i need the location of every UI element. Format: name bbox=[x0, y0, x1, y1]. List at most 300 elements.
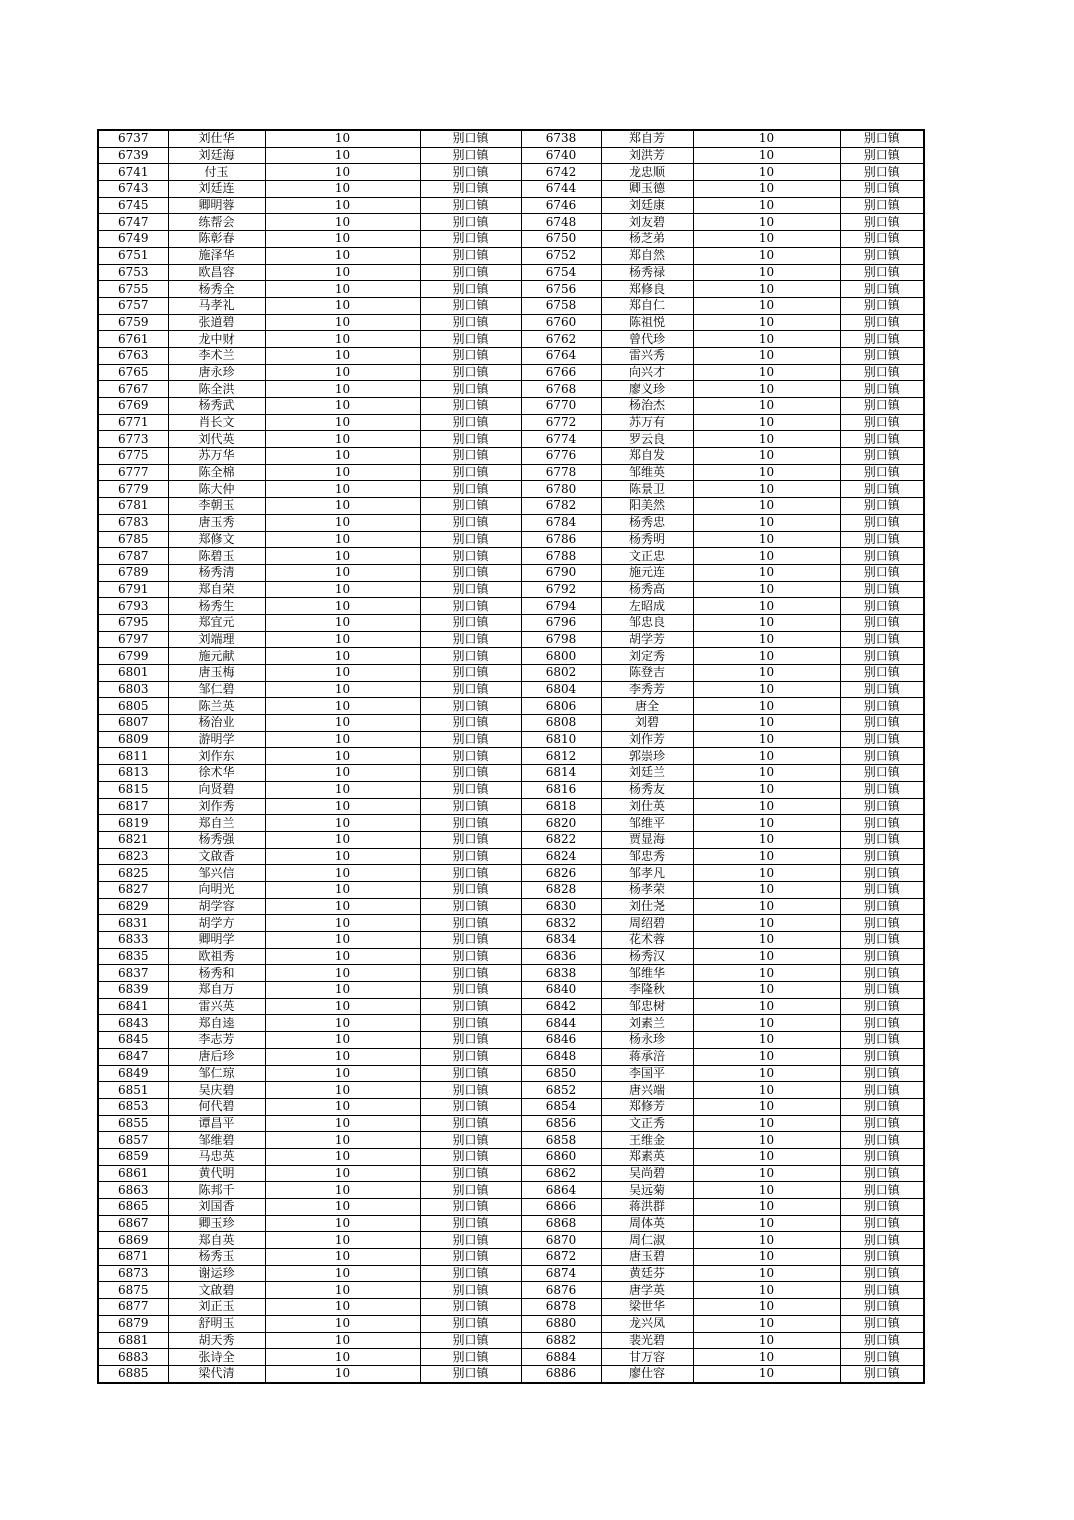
table-row bbox=[98, 197, 924, 214]
table-row bbox=[98, 1165, 924, 1182]
right-town: 别口镇 bbox=[840, 1299, 924, 1316]
left-person-name: 郑自兰 bbox=[168, 815, 265, 832]
right-record-number: 6772 bbox=[521, 414, 601, 431]
right-amount: 10 bbox=[693, 1182, 840, 1199]
table-row bbox=[98, 564, 924, 581]
left-amount: 10 bbox=[265, 164, 420, 181]
right-person-name: 胡学芳 bbox=[601, 631, 693, 648]
left-record-number: 6765 bbox=[98, 364, 168, 381]
right-record-number: 6846 bbox=[521, 1032, 601, 1049]
left-record-number: 6815 bbox=[98, 781, 168, 798]
left-person-name: 肖长文 bbox=[168, 414, 265, 431]
right-amount: 10 bbox=[693, 1015, 840, 1032]
left-amount: 10 bbox=[265, 1365, 420, 1382]
right-town: 别口镇 bbox=[840, 1032, 924, 1049]
left-amount: 10 bbox=[265, 648, 420, 665]
table-row bbox=[98, 264, 924, 281]
left-person-name: 游明学 bbox=[168, 731, 265, 748]
right-record-number: 6798 bbox=[521, 631, 601, 648]
left-town: 别口镇 bbox=[420, 681, 521, 698]
right-record-number: 6834 bbox=[521, 932, 601, 949]
right-record-number: 6848 bbox=[521, 1048, 601, 1065]
left-record-number: 6855 bbox=[98, 1115, 168, 1132]
right-record-number: 6828 bbox=[521, 881, 601, 898]
left-amount: 10 bbox=[265, 1315, 420, 1332]
right-town: 别口镇 bbox=[840, 181, 924, 198]
left-amount: 10 bbox=[265, 481, 420, 498]
table-row bbox=[98, 1365, 924, 1382]
right-record-number: 6796 bbox=[521, 614, 601, 631]
left-town: 别口镇 bbox=[420, 231, 521, 248]
left-town: 别口镇 bbox=[420, 297, 521, 314]
left-amount: 10 bbox=[265, 1282, 420, 1299]
right-person-name: 邹忠树 bbox=[601, 998, 693, 1015]
left-town: 别口镇 bbox=[420, 1165, 521, 1182]
right-record-number: 6818 bbox=[521, 798, 601, 815]
left-town: 别口镇 bbox=[420, 831, 521, 848]
right-person-name: 唐玉碧 bbox=[601, 1249, 693, 1266]
right-amount: 10 bbox=[693, 1249, 840, 1266]
right-town: 别口镇 bbox=[840, 398, 924, 415]
table-row bbox=[98, 147, 924, 164]
left-person-name: 杨秀强 bbox=[168, 831, 265, 848]
right-town: 别口镇 bbox=[840, 1048, 924, 1065]
right-amount: 10 bbox=[693, 631, 840, 648]
left-record-number: 6801 bbox=[98, 665, 168, 682]
right-amount: 10 bbox=[693, 247, 840, 264]
left-record-number: 6777 bbox=[98, 464, 168, 481]
left-person-name: 卿明蓉 bbox=[168, 197, 265, 214]
left-amount: 10 bbox=[265, 314, 420, 331]
left-town: 别口镇 bbox=[420, 898, 521, 915]
left-town: 别口镇 bbox=[420, 781, 521, 798]
left-person-name: 欧昌容 bbox=[168, 264, 265, 281]
left-person-name: 陈彰春 bbox=[168, 231, 265, 248]
table-row bbox=[98, 648, 924, 665]
left-amount: 10 bbox=[265, 731, 420, 748]
right-record-number: 6758 bbox=[521, 297, 601, 314]
table-row bbox=[98, 514, 924, 531]
left-person-name: 郑宜元 bbox=[168, 614, 265, 631]
left-town: 别口镇 bbox=[420, 765, 521, 782]
left-person-name: 文啟香 bbox=[168, 848, 265, 865]
right-person-name: 廖仕容 bbox=[601, 1365, 693, 1382]
left-record-number: 6767 bbox=[98, 381, 168, 398]
left-amount: 10 bbox=[265, 381, 420, 398]
left-record-number: 6743 bbox=[98, 181, 168, 198]
left-town: 别口镇 bbox=[420, 982, 521, 999]
left-amount: 10 bbox=[265, 1065, 420, 1082]
table-row bbox=[98, 498, 924, 515]
table-row bbox=[98, 1115, 924, 1132]
table-row bbox=[98, 715, 924, 732]
left-person-name: 张道碧 bbox=[168, 314, 265, 331]
right-person-name: 文正秀 bbox=[601, 1115, 693, 1132]
right-amount: 10 bbox=[693, 231, 840, 248]
left-record-number: 6843 bbox=[98, 1015, 168, 1032]
left-person-name: 郑修文 bbox=[168, 531, 265, 548]
right-town: 别口镇 bbox=[840, 464, 924, 481]
table-row bbox=[98, 765, 924, 782]
left-record-number: 6821 bbox=[98, 831, 168, 848]
right-record-number: 6806 bbox=[521, 698, 601, 715]
left-record-number: 6773 bbox=[98, 431, 168, 448]
right-amount: 10 bbox=[693, 130, 840, 147]
left-town: 别口镇 bbox=[420, 1048, 521, 1065]
left-town: 别口镇 bbox=[420, 514, 521, 531]
left-person-name: 陈兰英 bbox=[168, 698, 265, 715]
right-person-name: 邹维华 bbox=[601, 965, 693, 982]
right-town: 别口镇 bbox=[840, 1365, 924, 1382]
right-record-number: 6838 bbox=[521, 965, 601, 982]
right-person-name: 黄廷芬 bbox=[601, 1265, 693, 1282]
left-person-name: 苏万华 bbox=[168, 448, 265, 465]
left-person-name: 李术兰 bbox=[168, 347, 265, 364]
right-town: 别口镇 bbox=[840, 881, 924, 898]
table-row bbox=[98, 414, 924, 431]
left-town: 别口镇 bbox=[420, 1332, 521, 1349]
left-town: 别口镇 bbox=[420, 331, 521, 348]
right-town: 别口镇 bbox=[840, 1349, 924, 1366]
left-amount: 10 bbox=[265, 431, 420, 448]
right-person-name: 施元连 bbox=[601, 564, 693, 581]
right-town: 别口镇 bbox=[840, 665, 924, 682]
left-person-name: 何代碧 bbox=[168, 1098, 265, 1115]
right-town: 别口镇 bbox=[840, 915, 924, 932]
right-person-name: 邹孝凡 bbox=[601, 865, 693, 882]
left-person-name: 杨秀和 bbox=[168, 965, 265, 982]
right-amount: 10 bbox=[693, 982, 840, 999]
left-record-number: 6751 bbox=[98, 247, 168, 264]
right-record-number: 6808 bbox=[521, 715, 601, 732]
right-person-name: 向兴才 bbox=[601, 364, 693, 381]
right-amount: 10 bbox=[693, 865, 840, 882]
left-person-name: 杨秀玉 bbox=[168, 1249, 265, 1266]
left-record-number: 6789 bbox=[98, 564, 168, 581]
left-amount: 10 bbox=[265, 1165, 420, 1182]
right-record-number: 6858 bbox=[521, 1132, 601, 1149]
right-amount: 10 bbox=[693, 264, 840, 281]
left-amount: 10 bbox=[265, 448, 420, 465]
left-person-name: 向贤碧 bbox=[168, 781, 265, 798]
right-amount: 10 bbox=[693, 948, 840, 965]
left-record-number: 6829 bbox=[98, 898, 168, 915]
left-town: 别口镇 bbox=[420, 715, 521, 732]
left-amount: 10 bbox=[265, 765, 420, 782]
left-record-number: 6747 bbox=[98, 214, 168, 231]
right-amount: 10 bbox=[693, 681, 840, 698]
table-row bbox=[98, 1032, 924, 1049]
left-town: 别口镇 bbox=[420, 1282, 521, 1299]
left-person-name: 杨秀生 bbox=[168, 598, 265, 615]
table-row bbox=[98, 331, 924, 348]
left-record-number: 6793 bbox=[98, 598, 168, 615]
left-person-name: 刘廷连 bbox=[168, 181, 265, 198]
left-amount: 10 bbox=[265, 181, 420, 198]
left-town: 别口镇 bbox=[420, 581, 521, 598]
left-record-number: 6833 bbox=[98, 932, 168, 949]
right-person-name: 刘廷康 bbox=[601, 197, 693, 214]
right-town: 别口镇 bbox=[840, 815, 924, 832]
left-person-name: 雷兴英 bbox=[168, 998, 265, 1015]
right-amount: 10 bbox=[693, 531, 840, 548]
left-person-name: 邹仁琼 bbox=[168, 1065, 265, 1082]
right-person-name: 陈景卫 bbox=[601, 481, 693, 498]
left-person-name: 卿玉珍 bbox=[168, 1215, 265, 1232]
right-person-name: 苏万有 bbox=[601, 414, 693, 431]
right-town: 别口镇 bbox=[840, 1015, 924, 1032]
left-town: 别口镇 bbox=[420, 548, 521, 565]
left-person-name: 陈碧玉 bbox=[168, 548, 265, 565]
right-record-number: 6770 bbox=[521, 398, 601, 415]
right-record-number: 6750 bbox=[521, 231, 601, 248]
left-town: 别口镇 bbox=[420, 881, 521, 898]
right-town: 别口镇 bbox=[840, 1215, 924, 1232]
table-row bbox=[98, 431, 924, 448]
right-person-name: 杨秀忠 bbox=[601, 514, 693, 531]
left-town: 别口镇 bbox=[420, 564, 521, 581]
left-amount: 10 bbox=[265, 297, 420, 314]
left-town: 别口镇 bbox=[420, 431, 521, 448]
left-record-number: 6819 bbox=[98, 815, 168, 832]
left-amount: 10 bbox=[265, 548, 420, 565]
left-town: 别口镇 bbox=[420, 1148, 521, 1165]
right-person-name: 郑自发 bbox=[601, 448, 693, 465]
right-record-number: 6802 bbox=[521, 665, 601, 682]
left-town: 别口镇 bbox=[420, 281, 521, 298]
right-person-name: 裴光碧 bbox=[601, 1332, 693, 1349]
left-town: 别口镇 bbox=[420, 364, 521, 381]
table-row bbox=[98, 214, 924, 231]
left-town: 别口镇 bbox=[420, 865, 521, 882]
left-record-number: 6849 bbox=[98, 1065, 168, 1082]
left-record-number: 6795 bbox=[98, 614, 168, 631]
left-person-name: 唐玉梅 bbox=[168, 665, 265, 682]
right-person-name: 杨秀明 bbox=[601, 531, 693, 548]
left-town: 别口镇 bbox=[420, 381, 521, 398]
right-person-name: 郑修良 bbox=[601, 281, 693, 298]
left-person-name: 欧祖秀 bbox=[168, 948, 265, 965]
left-record-number: 6845 bbox=[98, 1032, 168, 1049]
left-record-number: 6875 bbox=[98, 1282, 168, 1299]
right-town: 别口镇 bbox=[840, 381, 924, 398]
right-person-name: 贾显海 bbox=[601, 831, 693, 848]
right-record-number: 6826 bbox=[521, 865, 601, 882]
right-record-number: 6778 bbox=[521, 464, 601, 481]
right-record-number: 6840 bbox=[521, 982, 601, 999]
right-town: 别口镇 bbox=[840, 948, 924, 965]
left-amount: 10 bbox=[265, 398, 420, 415]
left-record-number: 6745 bbox=[98, 197, 168, 214]
right-amount: 10 bbox=[693, 147, 840, 164]
right-person-name: 陈登吉 bbox=[601, 665, 693, 682]
left-record-number: 6779 bbox=[98, 481, 168, 498]
right-town: 别口镇 bbox=[840, 681, 924, 698]
table-row bbox=[98, 898, 924, 915]
left-town: 别口镇 bbox=[420, 398, 521, 415]
right-town: 别口镇 bbox=[840, 998, 924, 1015]
left-amount: 10 bbox=[265, 748, 420, 765]
right-amount: 10 bbox=[693, 564, 840, 581]
right-amount: 10 bbox=[693, 481, 840, 498]
right-record-number: 6754 bbox=[521, 264, 601, 281]
right-town: 别口镇 bbox=[840, 1065, 924, 1082]
left-amount: 10 bbox=[265, 1132, 420, 1149]
right-town: 别口镇 bbox=[840, 481, 924, 498]
right-amount: 10 bbox=[693, 1199, 840, 1216]
right-town: 别口镇 bbox=[840, 1232, 924, 1249]
left-record-number: 6825 bbox=[98, 865, 168, 882]
table-row bbox=[98, 698, 924, 715]
right-record-number: 6884 bbox=[521, 1349, 601, 1366]
right-town: 别口镇 bbox=[840, 1115, 924, 1132]
left-person-name: 郑自逵 bbox=[168, 1015, 265, 1032]
right-town: 别口镇 bbox=[840, 1182, 924, 1199]
left-amount: 10 bbox=[265, 1199, 420, 1216]
left-person-name: 郑自万 bbox=[168, 982, 265, 999]
left-record-number: 6827 bbox=[98, 881, 168, 898]
right-person-name: 刘作芳 bbox=[601, 731, 693, 748]
left-person-name: 龙中财 bbox=[168, 331, 265, 348]
right-town: 别口镇 bbox=[840, 698, 924, 715]
table-row bbox=[98, 1199, 924, 1216]
table-row bbox=[98, 448, 924, 465]
left-record-number: 6831 bbox=[98, 915, 168, 932]
table-row bbox=[98, 865, 924, 882]
left-amount: 10 bbox=[265, 1299, 420, 1316]
left-amount: 10 bbox=[265, 898, 420, 915]
table-row bbox=[98, 781, 924, 798]
left-person-name: 刘廷海 bbox=[168, 147, 265, 164]
right-record-number: 6816 bbox=[521, 781, 601, 798]
left-record-number: 6771 bbox=[98, 414, 168, 431]
left-record-number: 6811 bbox=[98, 748, 168, 765]
left-town: 别口镇 bbox=[420, 448, 521, 465]
left-amount: 10 bbox=[265, 1015, 420, 1032]
right-town: 别口镇 bbox=[840, 598, 924, 615]
right-record-number: 6762 bbox=[521, 331, 601, 348]
left-record-number: 6857 bbox=[98, 1132, 168, 1149]
left-town: 别口镇 bbox=[420, 998, 521, 1015]
right-person-name: 吴尚碧 bbox=[601, 1165, 693, 1182]
left-amount: 10 bbox=[265, 781, 420, 798]
table-row bbox=[98, 1065, 924, 1082]
right-record-number: 6746 bbox=[521, 197, 601, 214]
left-town: 别口镇 bbox=[420, 314, 521, 331]
right-amount: 10 bbox=[693, 614, 840, 631]
left-amount: 10 bbox=[265, 347, 420, 364]
right-amount: 10 bbox=[693, 548, 840, 565]
left-record-number: 6817 bbox=[98, 798, 168, 815]
left-town: 别口镇 bbox=[420, 498, 521, 515]
left-person-name: 谭昌平 bbox=[168, 1115, 265, 1132]
right-amount: 10 bbox=[693, 197, 840, 214]
left-town: 别口镇 bbox=[420, 181, 521, 198]
right-person-name: 杨秀禄 bbox=[601, 264, 693, 281]
left-record-number: 6885 bbox=[98, 1365, 168, 1382]
left-amount: 10 bbox=[265, 965, 420, 982]
left-amount: 10 bbox=[265, 1082, 420, 1099]
right-person-name: 罗云良 bbox=[601, 431, 693, 448]
table-row bbox=[98, 1332, 924, 1349]
right-amount: 10 bbox=[693, 898, 840, 915]
left-town: 别口镇 bbox=[420, 1132, 521, 1149]
left-town: 别口镇 bbox=[420, 1065, 521, 1082]
right-town: 别口镇 bbox=[840, 1098, 924, 1115]
right-person-name: 杨秀友 bbox=[601, 781, 693, 798]
left-person-name: 郑自荣 bbox=[168, 581, 265, 598]
table-row bbox=[98, 948, 924, 965]
left-person-name: 邹维碧 bbox=[168, 1132, 265, 1149]
right-town: 别口镇 bbox=[840, 448, 924, 465]
right-person-name: 郑素英 bbox=[601, 1148, 693, 1165]
left-record-number: 6737 bbox=[98, 130, 168, 147]
right-record-number: 6804 bbox=[521, 681, 601, 698]
right-record-number: 6870 bbox=[521, 1232, 601, 1249]
left-record-number: 6847 bbox=[98, 1048, 168, 1065]
left-amount: 10 bbox=[265, 698, 420, 715]
right-amount: 10 bbox=[693, 314, 840, 331]
left-amount: 10 bbox=[265, 998, 420, 1015]
left-record-number: 6871 bbox=[98, 1249, 168, 1266]
left-town: 别口镇 bbox=[420, 1232, 521, 1249]
right-person-name: 刘定秀 bbox=[601, 648, 693, 665]
right-person-name: 梁世华 bbox=[601, 1299, 693, 1316]
table-row bbox=[98, 831, 924, 848]
left-person-name: 唐玉秀 bbox=[168, 514, 265, 531]
right-record-number: 6854 bbox=[521, 1098, 601, 1115]
right-town: 别口镇 bbox=[840, 297, 924, 314]
right-record-number: 6774 bbox=[521, 431, 601, 448]
left-record-number: 6785 bbox=[98, 531, 168, 548]
right-amount: 10 bbox=[693, 1232, 840, 1249]
left-town: 别口镇 bbox=[420, 1082, 521, 1099]
right-amount: 10 bbox=[693, 1332, 840, 1349]
table-row bbox=[98, 614, 924, 631]
left-amount: 10 bbox=[265, 848, 420, 865]
left-town: 别口镇 bbox=[420, 1349, 521, 1366]
table-row bbox=[98, 364, 924, 381]
left-amount: 10 bbox=[265, 631, 420, 648]
right-record-number: 6748 bbox=[521, 214, 601, 231]
right-person-name: 郑自然 bbox=[601, 247, 693, 264]
left-town: 别口镇 bbox=[420, 631, 521, 648]
right-amount: 10 bbox=[693, 715, 840, 732]
table-row bbox=[98, 481, 924, 498]
right-amount: 10 bbox=[693, 331, 840, 348]
right-amount: 10 bbox=[693, 514, 840, 531]
right-town: 别口镇 bbox=[840, 548, 924, 565]
table-row bbox=[98, 548, 924, 565]
right-amount: 10 bbox=[693, 1098, 840, 1115]
right-amount: 10 bbox=[693, 1215, 840, 1232]
left-town: 别口镇 bbox=[420, 264, 521, 281]
table-row bbox=[98, 247, 924, 264]
left-amount: 10 bbox=[265, 865, 420, 882]
left-record-number: 6823 bbox=[98, 848, 168, 865]
left-town: 别口镇 bbox=[420, 815, 521, 832]
left-town: 别口镇 bbox=[420, 698, 521, 715]
left-person-name: 施泽华 bbox=[168, 247, 265, 264]
left-person-name: 胡学方 bbox=[168, 915, 265, 932]
left-town: 别口镇 bbox=[420, 1032, 521, 1049]
left-person-name: 徐术华 bbox=[168, 765, 265, 782]
right-person-name: 唐兴端 bbox=[601, 1082, 693, 1099]
right-amount: 10 bbox=[693, 1349, 840, 1366]
right-town: 别口镇 bbox=[840, 564, 924, 581]
right-record-number: 6794 bbox=[521, 598, 601, 615]
right-amount: 10 bbox=[693, 765, 840, 782]
